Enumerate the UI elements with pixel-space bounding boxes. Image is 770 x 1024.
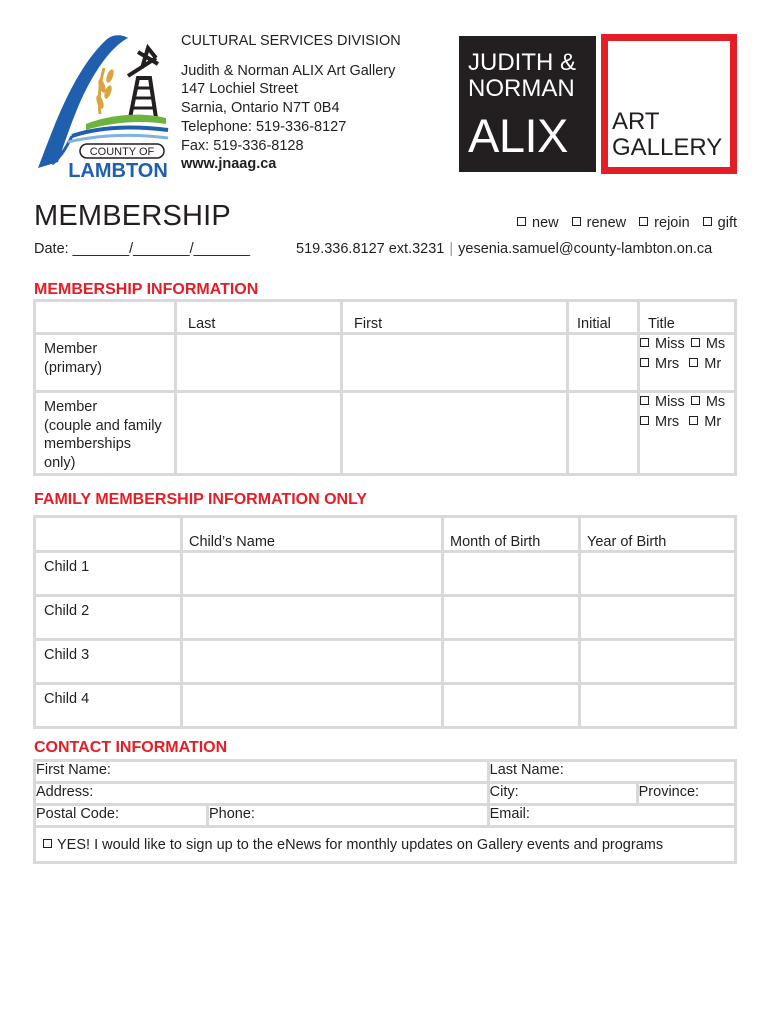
staff-phone: 519.336.8127 ext.3231: [296, 241, 445, 257]
child-4-month-field[interactable]: [444, 685, 578, 726]
enews-signup-label: YES! I would like to sign up to the eNews for monthly updates on Gallery events and programs: [57, 837, 664, 853]
checkbox-miss[interactable]: [640, 338, 649, 347]
alix-logo-alix: ALIX: [468, 109, 568, 162]
city-postal: Sarnia, Ontario N7T 0B4: [181, 100, 340, 117]
status-option-gift[interactable]: [703, 215, 737, 231]
status-option-renew[interactable]: [572, 215, 627, 231]
row-label-child-3: Child 3: [36, 641, 180, 682]
child-4-year-field[interactable]: [581, 685, 734, 726]
child-3-month-field[interactable]: [444, 641, 578, 682]
province-field[interactable]: Province:: [639, 784, 734, 803]
separator: |: [449, 241, 454, 257]
family-info-table: [33, 515, 737, 729]
member-secondary-initial-field[interactable]: [569, 393, 637, 473]
city-field[interactable]: City:: [490, 784, 636, 803]
child-2-name-field[interactable]: [183, 597, 441, 638]
column-header-last: Last: [177, 302, 340, 332]
row-label-line: Member: [44, 399, 98, 415]
alix-logo-judith: JUDITH &: [468, 49, 576, 76]
logo-text-county-of: COUNTY OF: [89, 146, 155, 158]
member-primary-first-field[interactable]: [343, 335, 566, 390]
status-label-rejoin: rejoin: [654, 215, 690, 231]
enews-signup-row[interactable]: [36, 828, 734, 861]
row-label-line: (primary): [44, 359, 102, 376]
checkbox-mr[interactable]: [689, 416, 698, 425]
column-header-initial: Initial: [569, 302, 637, 332]
checkbox-mrs[interactable]: [640, 358, 649, 367]
gallery-address-block: [181, 32, 401, 174]
membership-status-options: [508, 215, 737, 231]
checkbox-mr[interactable]: [689, 358, 698, 367]
section-title-family-info: FAMILY MEMBERSHIP INFORMATION ONLY: [34, 491, 368, 508]
telephone: Telephone: 519-336-8127: [181, 118, 347, 135]
title-label-ms: Ms: [705, 394, 726, 410]
section-title-membership-info: MEMBERSHIP INFORMATION: [34, 281, 259, 298]
child-1-year-field[interactable]: [581, 553, 734, 594]
row-label-child-4: Child 4: [36, 685, 180, 726]
checkbox-miss[interactable]: [640, 396, 649, 405]
member-primary-initial-field[interactable]: [569, 335, 637, 390]
email-field[interactable]: Email:: [490, 806, 734, 825]
status-label-renew: renew: [586, 215, 627, 231]
title-label-mrs: Mrs: [655, 355, 680, 372]
checkbox-renew[interactable]: [572, 217, 581, 226]
logo-text-lambton: LAMBTON: [68, 160, 168, 180]
gallery-name: Judith & Norman ALIX Art Gallery: [181, 62, 396, 79]
title-label-miss: Miss: [655, 336, 685, 352]
contact-info-table: [33, 759, 737, 864]
row-label-child-2: Child 2: [36, 597, 180, 638]
staff-contact-line: [296, 241, 712, 257]
child-3-year-field[interactable]: [581, 641, 734, 682]
staff-email[interactable]: yesenia.samuel@county-lambton.on.ca: [458, 241, 713, 257]
row-label-line: memberships only): [44, 436, 132, 472]
child-1-month-field[interactable]: [444, 553, 578, 594]
checkbox-enews[interactable]: [43, 839, 52, 848]
column-header-month-of-birth: Month of Birth: [444, 518, 578, 550]
column-header-year-of-birth: Year of Birth: [581, 518, 734, 550]
alix-art-gallery-logo: [459, 34, 737, 174]
header-empty-cell: [36, 518, 180, 550]
column-header-first: First: [343, 302, 566, 332]
alix-logo-art: ART: [612, 108, 660, 135]
checkbox-mrs[interactable]: [640, 416, 649, 425]
alix-logo-norman: NORMAN: [468, 75, 575, 102]
status-label-new: new: [532, 215, 559, 231]
member-secondary-first-field[interactable]: [343, 393, 566, 473]
alix-logo-gallery: GALLERY: [612, 134, 723, 161]
title-label-miss: Miss: [655, 394, 685, 410]
checkbox-rejoin[interactable]: [639, 217, 648, 226]
fax: Fax: 519-336-8128: [181, 137, 304, 154]
row-label-member-secondary: [36, 393, 174, 473]
status-label-gift: gift: [717, 215, 738, 231]
website-link[interactable]: www.jnaag.ca: [181, 156, 277, 173]
date-field[interactable]: Date: _______/_______/_______: [34, 241, 251, 257]
membership-info-table: [33, 299, 737, 476]
column-header-child-name: Child’s Name: [183, 518, 441, 550]
member-primary-last-field[interactable]: [177, 335, 340, 390]
title-label-mr: Mr: [704, 413, 722, 430]
page-title: MEMBERSHIP: [34, 200, 231, 232]
member-secondary-title-options: [640, 393, 734, 473]
row-label-line: (couple and family: [44, 417, 162, 434]
child-1-name-field[interactable]: [183, 553, 441, 594]
child-4-name-field[interactable]: [183, 685, 441, 726]
phone-field[interactable]: Phone:: [209, 806, 487, 825]
alix-logo-red-frame: [601, 34, 737, 174]
header-empty-cell: [36, 302, 174, 332]
checkbox-ms[interactable]: [691, 396, 700, 405]
last-name-field[interactable]: Last Name:: [490, 762, 734, 781]
title-label-mrs: Mrs: [655, 413, 680, 430]
status-option-new[interactable]: [517, 215, 559, 231]
status-option-rejoin[interactable]: [639, 215, 689, 231]
address-field[interactable]: Address:: [36, 784, 487, 803]
division-name: CULTURAL SERVICES DIVISION: [181, 33, 401, 49]
member-primary-title-options: [640, 335, 734, 390]
row-label-line: Member: [44, 341, 98, 357]
checkbox-gift[interactable]: [703, 217, 712, 226]
title-label-mr: Mr: [704, 355, 722, 372]
first-name-field[interactable]: First Name:: [36, 762, 487, 781]
row-label-child-1: Child 1: [36, 553, 180, 594]
county-of-lambton-logo: [32, 32, 172, 180]
child-2-month-field[interactable]: [444, 597, 578, 638]
postal-code-field[interactable]: Postal Code:: [36, 806, 206, 825]
member-secondary-last-field[interactable]: [177, 393, 340, 473]
alix-logo-black-block: [459, 36, 596, 172]
child-3-name-field[interactable]: [183, 641, 441, 682]
checkbox-ms[interactable]: [691, 338, 700, 347]
child-2-year-field[interactable]: [581, 597, 734, 638]
section-title-contact-info: CONTACT INFORMATION: [34, 739, 228, 756]
title-label-ms: Ms: [705, 336, 726, 352]
checkbox-new[interactable]: [517, 217, 526, 226]
column-header-title: Title: [640, 302, 734, 332]
row-label-member-primary: [36, 335, 174, 390]
street-address: 147 Lochiel Street: [181, 81, 298, 98]
